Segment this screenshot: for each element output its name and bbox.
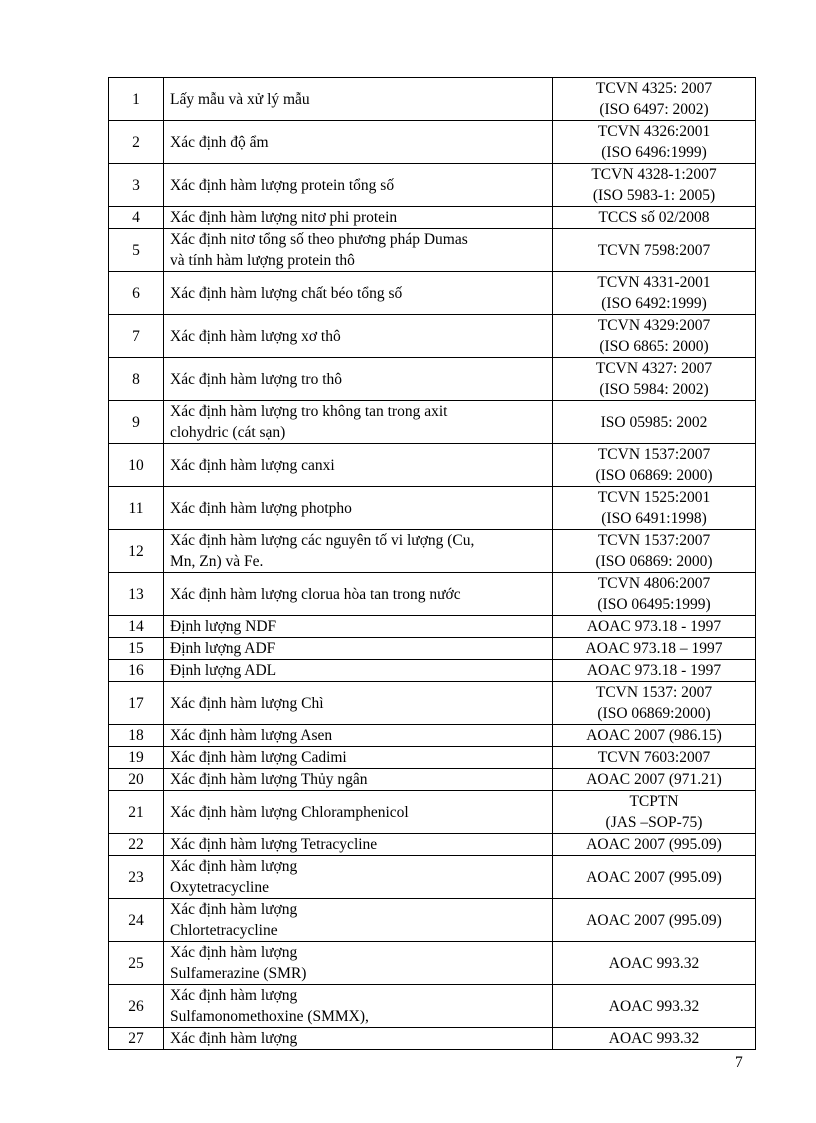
- method-name-cell: [164, 899, 553, 942]
- method-name-cell: [164, 530, 553, 573]
- row-number: 26: [109, 985, 164, 1028]
- method-name-line: Xác định hàm lượng: [170, 1030, 298, 1047]
- row-number: 2: [109, 121, 164, 164]
- row-number: 25: [109, 942, 164, 985]
- standard-cell: [553, 444, 756, 487]
- method-name-line: Sulfamonomethoxine (SMMX),: [170, 1008, 369, 1025]
- table-row: [109, 660, 756, 682]
- table-row: [109, 78, 756, 121]
- table-row: [109, 985, 756, 1028]
- standard-line: (ISO 6497: 2002): [599, 101, 709, 118]
- method-name-cell: [164, 573, 553, 616]
- standard-line: AOAC 993.32: [608, 997, 700, 1015]
- table-row: [109, 229, 756, 272]
- standard-cell: [553, 616, 756, 638]
- standard-cell: [553, 315, 756, 358]
- standard-cell: [553, 856, 756, 899]
- standard-line: AOAC 2007 (995.09): [586, 911, 722, 929]
- standard-line: AOAC 973.18 - 1997: [586, 618, 722, 635]
- standard-line: AOAC 2007 (995.09): [586, 836, 722, 853]
- row-number: 18: [109, 725, 164, 747]
- standard-line: TCPTN: [629, 793, 679, 810]
- table-row: [109, 899, 756, 942]
- page-number: 7: [735, 1054, 743, 1071]
- standard-cell: [553, 1028, 756, 1050]
- method-name-line: Xác định hàm lượng tro thô: [170, 370, 342, 388]
- method-name-cell: [164, 834, 553, 856]
- standard-cell: [553, 682, 756, 725]
- standard-cell: [553, 401, 756, 444]
- method-name-cell: [164, 856, 553, 899]
- method-name-line: Xác định hàm lượng protein tổng số: [170, 176, 395, 194]
- standard-cell: [553, 164, 756, 207]
- method-name-line: Xác định hàm lượng Chì: [170, 694, 324, 712]
- method-name-cell: [164, 682, 553, 725]
- method-name-line: Định lượng ADF: [170, 640, 276, 657]
- table-row: [109, 487, 756, 530]
- method-name-line: và tính hàm lượng protein thô: [170, 252, 355, 269]
- method-name-line: clohydric (cát sạn): [170, 424, 286, 441]
- methods-table-body: [109, 78, 756, 1050]
- standard-cell: [553, 358, 756, 401]
- method-name-cell: [164, 121, 553, 164]
- standard-cell: [553, 791, 756, 834]
- standard-cell: [553, 638, 756, 660]
- row-number: 12: [109, 530, 164, 573]
- standard-line: (ISO 06869: 2000): [595, 467, 713, 484]
- standard-line: AOAC 2007 (995.09): [586, 868, 722, 886]
- table-row: [109, 358, 756, 401]
- method-name-cell: [164, 164, 553, 207]
- standard-line: TCVN 7598:2007: [597, 241, 711, 259]
- method-name-cell: [164, 791, 553, 834]
- standard-line: TCVN 4806:2007: [597, 575, 711, 592]
- standard-line: AOAC 973.18 – 1997: [585, 640, 723, 657]
- row-number: 14: [109, 616, 164, 638]
- standard-line: AOAC 973.18 - 1997: [586, 662, 722, 679]
- table-row: [109, 121, 756, 164]
- row-number: 5: [109, 229, 164, 272]
- method-name-line: Xác định hàm lượng Thủy ngân: [170, 771, 368, 788]
- standard-line: TCVN 4331-2001: [597, 274, 711, 291]
- standard-cell: [553, 985, 756, 1028]
- method-name-cell: [164, 942, 553, 985]
- method-name-cell: [164, 358, 553, 401]
- standard-cell: [553, 769, 756, 791]
- method-name-cell: [164, 747, 553, 769]
- standard-line: ISO 05985: 2002: [600, 413, 708, 431]
- standard-line: (ISO 06495:1999): [597, 596, 711, 613]
- table-row: [109, 682, 756, 725]
- standard-cell: [553, 530, 756, 573]
- method-name-line: Sulfamerazine (SMR): [170, 965, 307, 982]
- standard-cell: [553, 942, 756, 985]
- standard-line: TCCS số 02/2008: [598, 209, 710, 226]
- standard-line: (ISO 6865: 2000): [599, 338, 709, 355]
- method-name-line: Oxytetracycline: [170, 879, 269, 896]
- standard-line: (ISO 5984: 2002): [599, 381, 709, 398]
- method-name-cell: [164, 401, 553, 444]
- table-row: [109, 401, 756, 444]
- standard-line: (JAS –SOP-75): [605, 814, 703, 831]
- standard-line: TCVN 1525:2001: [597, 489, 711, 506]
- standard-cell: [553, 121, 756, 164]
- row-number: 17: [109, 682, 164, 725]
- row-number: 1: [109, 78, 164, 121]
- row-number: 20: [109, 769, 164, 791]
- table-row: [109, 856, 756, 899]
- standard-cell: [553, 725, 756, 747]
- row-number: 21: [109, 791, 164, 834]
- table-row: [109, 530, 756, 573]
- row-number: 19: [109, 747, 164, 769]
- standard-line: TCVN 4328-1:2007: [591, 166, 717, 183]
- table-row: [109, 769, 756, 791]
- method-name-line: Mn, Zn) và Fe.: [170, 553, 264, 570]
- row-number: 10: [109, 444, 164, 487]
- standard-cell: [553, 660, 756, 682]
- standard-line: (ISO 06869: 2000): [595, 553, 713, 570]
- standard-line: (ISO 6492:1999): [601, 295, 707, 312]
- table-row: [109, 272, 756, 315]
- method-name-cell: [164, 769, 553, 791]
- standard-cell: [553, 747, 756, 769]
- method-name-cell: [164, 725, 553, 747]
- method-name-line: Xác định hàm lượng xơ thô: [170, 327, 341, 345]
- standard-line: TCVN 4327: 2007: [595, 360, 713, 377]
- standard-line: TCVN 1537: 2007: [595, 684, 713, 701]
- methods-table: [108, 77, 756, 1050]
- method-name-line: Xác định nitơ tổng số theo phương pháp Dumas: [170, 231, 468, 248]
- standard-line: TCVN 7603:2007: [597, 749, 711, 766]
- table-row: [109, 207, 756, 229]
- method-name-line: Xác định hàm lượng tro không tan trong axit: [170, 403, 448, 420]
- method-name-line: Xác định hàm lượng các nguyên tố vi lượng (Cu,: [170, 532, 475, 549]
- standard-line: (ISO 5983-1: 2005): [592, 187, 716, 204]
- row-number: 13: [109, 573, 164, 616]
- row-number: 9: [109, 401, 164, 444]
- method-name-cell: [164, 229, 553, 272]
- method-name-line: Xác định hàm lượng Tetracycline: [170, 836, 378, 853]
- standard-line: AOAC 993.32: [608, 1030, 700, 1047]
- row-number: 6: [109, 272, 164, 315]
- table-row: [109, 164, 756, 207]
- table-row: [109, 638, 756, 660]
- row-number: 27: [109, 1028, 164, 1050]
- method-name-line: Xác định hàm lượng: [170, 987, 298, 1004]
- standard-line: (ISO 6491:1998): [601, 510, 707, 527]
- method-name-cell: [164, 207, 553, 229]
- table-row: [109, 315, 756, 358]
- table-row: [109, 942, 756, 985]
- standard-line: TCVN 4325: 2007: [595, 80, 713, 97]
- table-row: [109, 747, 756, 769]
- standard-line: TCVN 4329:2007: [597, 317, 711, 334]
- method-name-cell: [164, 272, 553, 315]
- method-name-line: Xác định hàm lượng: [170, 858, 298, 875]
- table-row: [109, 1028, 756, 1050]
- row-number: 3: [109, 164, 164, 207]
- row-number: 24: [109, 899, 164, 942]
- method-name-cell: [164, 1028, 553, 1050]
- row-number: 16: [109, 660, 164, 682]
- method-name-cell: [164, 78, 553, 121]
- standard-cell: [553, 834, 756, 856]
- method-name-line: Xác định hàm lượng: [170, 944, 298, 961]
- method-name-cell: [164, 985, 553, 1028]
- table-row: [109, 616, 756, 638]
- standard-cell: [553, 272, 756, 315]
- row-number: 11: [109, 487, 164, 530]
- method-name-line: Xác định hàm lượng canxi: [170, 456, 335, 474]
- row-number: 22: [109, 834, 164, 856]
- method-name-line: Xác định độ ẩm: [170, 133, 269, 151]
- standard-line: (ISO 6496:1999): [601, 144, 707, 161]
- row-number: 8: [109, 358, 164, 401]
- method-name-line: Lấy mẫu và xử lý mẫu: [170, 90, 310, 108]
- method-name-line: Xác định hàm lượng chất béo tổng số: [170, 284, 403, 302]
- standard-line: AOAC 2007 (971.21): [586, 771, 722, 788]
- standard-cell: [553, 573, 756, 616]
- standard-cell: [553, 78, 756, 121]
- method-name-line: Xác định hàm lượng nitơ phi protein: [170, 209, 398, 226]
- method-name-line: Xác định hàm lượng clorua hòa tan trong nước: [170, 585, 461, 603]
- method-name-cell: [164, 638, 553, 660]
- method-name-line: Xác định hàm lượng photpho: [170, 499, 352, 517]
- standard-line: TCVN 1537:2007: [597, 532, 711, 549]
- standard-cell: [553, 229, 756, 272]
- method-name-line: Định lượng NDF: [170, 618, 277, 635]
- table-row: [109, 444, 756, 487]
- method-name-line: Định lượng ADL: [170, 662, 277, 679]
- method-name-cell: [164, 315, 553, 358]
- method-name-cell: [164, 660, 553, 682]
- standard-line: TCVN 1537:2007: [597, 446, 711, 463]
- method-name-line: Xác định hàm lượng Asen: [170, 727, 333, 744]
- method-name-line: Xác định hàm lượng: [170, 901, 298, 918]
- standard-line: TCVN 4326:2001: [597, 123, 711, 140]
- row-number: 23: [109, 856, 164, 899]
- method-name-cell: [164, 444, 553, 487]
- standard-cell: [553, 487, 756, 530]
- method-name-line: Xác định hàm lượng Cadimi: [170, 749, 347, 766]
- standard-cell: [553, 899, 756, 942]
- standard-line: AOAC 993.32: [608, 954, 700, 972]
- table-row: [109, 573, 756, 616]
- standard-line: (ISO 06869:2000): [597, 705, 711, 722]
- row-number: 4: [109, 207, 164, 229]
- method-name-line: Xác định hàm lượng Chloramphenicol: [170, 803, 409, 821]
- row-number: 15: [109, 638, 164, 660]
- method-name-line: Chlortetracycline: [170, 922, 278, 939]
- method-name-cell: [164, 487, 553, 530]
- row-number: 7: [109, 315, 164, 358]
- table-row: [109, 791, 756, 834]
- standard-line: AOAC 2007 (986.15): [586, 727, 722, 744]
- standard-cell: [553, 207, 756, 229]
- method-name-cell: [164, 616, 553, 638]
- table-row: [109, 834, 756, 856]
- table-row: [109, 725, 756, 747]
